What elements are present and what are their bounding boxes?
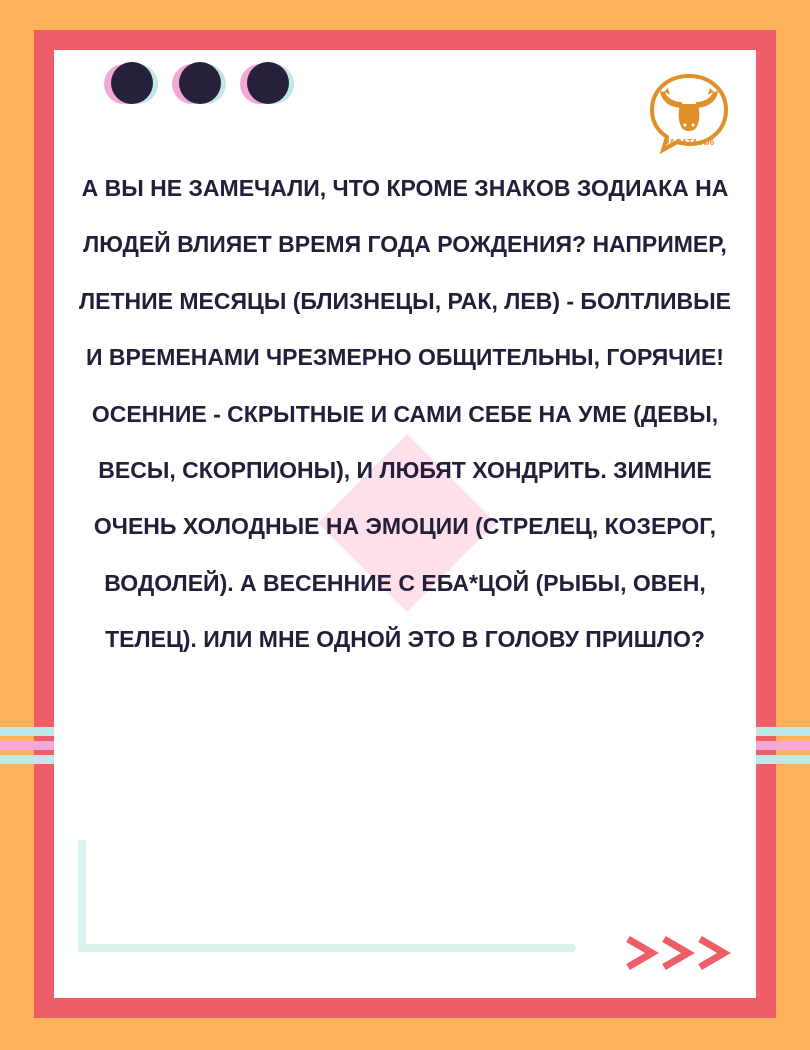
dot-icon xyxy=(104,61,170,107)
dot-icon xyxy=(172,61,238,107)
decorative-dots xyxy=(104,61,324,109)
logo-text: ПАЛАТА №6 xyxy=(663,138,715,147)
post-text: А ВЫ НЕ ЗАМЕЧАЛИ, ЧТО КРОМЕ ЗНАКОВ ЗОДИАКА НА ЛЮДЕЙ ВЛИЯЕТ ВРЕМЯ ГОДА РОЖДЕНИЯ? НАПРИМЕР, ЛЕТНИЕ МЕСЯЦЫ (БЛИЗНЕЦЫ, РАК, ЛЕВ) - БОЛТЛИВЫЕ И ВРЕМЕНАМИ ЧРЕЗМЕРНО ОБЩИТЕЛЬНЫ, ГОРЯЧИЕ! ОСЕННИЕ - СКРЫТНЫЕ И САМИ СЕБЕ НА УМЕ (ДЕВЫ, ВЕСЫ, СКОРПИОНЫ), И ЛЮБЯТ ХОНДРИТЬ. ЗИМНИЕ ОЧЕНЬ ХОЛОДНЫЕ НА ЭМОЦИИ (СТРЕЛЕЦ, КОЗЕРОГ, ВОДОЛЕЙ). А ВЕСЕННИЕ С ЕБА*ЦОЙ (РЫБЫ, ОВЕН, ТЕЛЕЦ). ИЛИ МНЕ ОДНОЙ ЭТО В ГОЛОВУ ПРИШЛО? xyxy=(78,175,732,653)
dot-icon xyxy=(240,61,306,107)
triple-chevron-right-icon xyxy=(622,933,744,973)
post-card xyxy=(54,50,756,998)
decorative-bracket xyxy=(76,840,576,960)
